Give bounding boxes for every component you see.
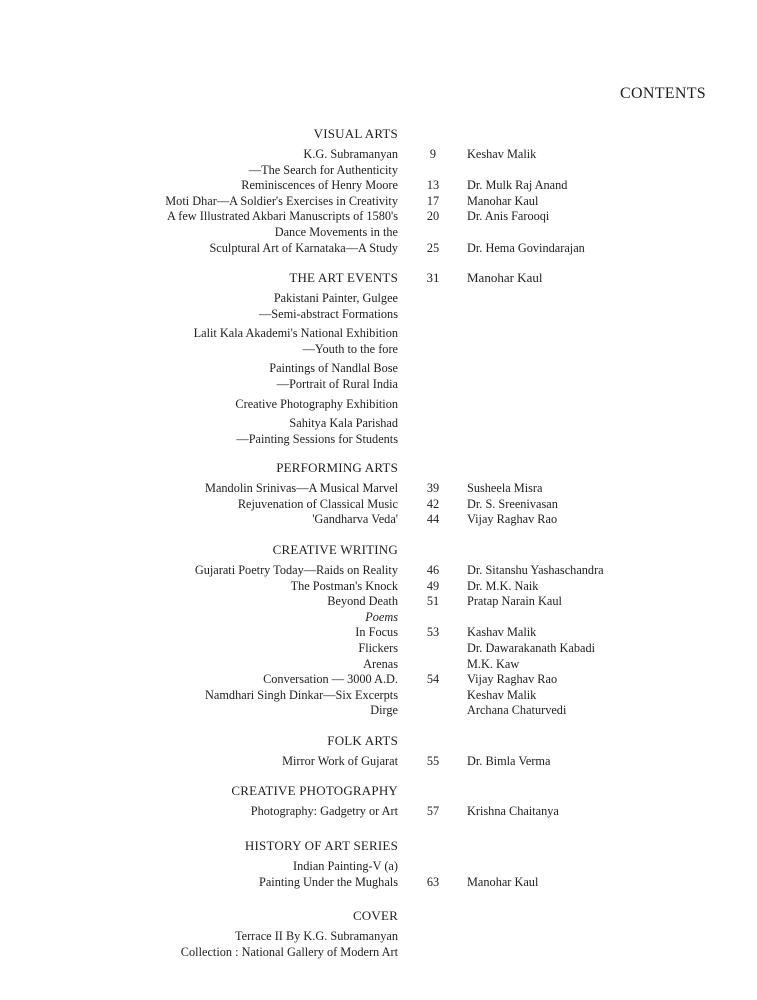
entry-title: In Focus: [355, 625, 398, 640]
page-number: 20: [426, 209, 440, 224]
entry-title: —Youth to the fore: [302, 341, 398, 356]
entry-title: Gujarati Poetry Today—Raids on Reality: [194, 563, 398, 577]
entry-title: Flickers: [358, 641, 398, 655]
entry-title: 'Gandharva Veda': [312, 512, 398, 527]
page-number: 44: [426, 512, 440, 527]
toc-entry-row: [0, 396, 757, 412]
toc-entry-row: [0, 687, 757, 703]
page-number: 51: [426, 594, 440, 609]
author-name: Dr. Bimla Verma: [467, 754, 551, 768]
author-name: Keshav Malik: [467, 687, 537, 702]
author-name: Dr. M.K. Naik: [467, 578, 539, 593]
author-name: Kashav Malik: [467, 625, 537, 640]
section-heading: PERFORMING ARTS: [276, 460, 398, 475]
page-number: 42: [426, 496, 440, 511]
toc-entry-row: [0, 702, 757, 718]
section-heading-row: [0, 460, 757, 476]
entry-title: K.G. Subramanyan: [303, 147, 398, 161]
page-number: 17: [426, 193, 440, 208]
author-name: Dr. Anis Farooqi: [467, 209, 550, 224]
author-name: Manohar Kaul: [467, 874, 539, 889]
toc-entry-row: [0, 593, 757, 609]
entry-title: Mandolin Srinivas—A Musical Marvel: [205, 481, 398, 495]
entry-title: Dirge: [370, 703, 398, 718]
author-name: Vijay Raghav Rao: [467, 512, 558, 527]
section-heading: CREATIVE WRITING: [272, 542, 398, 557]
page-number: 39: [426, 481, 440, 495]
entry-title: Rejuvenation of Classical Music: [237, 496, 398, 511]
entry-title: Moti Dhar—A Soldier's Exercises in Creativity: [165, 193, 398, 208]
toc-entry-row: [0, 240, 757, 256]
toc-entry-row: [0, 753, 757, 769]
toc-entry-row: [0, 578, 757, 594]
toc-entry-row: [0, 415, 757, 431]
toc-entry-row: [0, 511, 757, 527]
entry-title: Sahitya Kala Parishad: [289, 416, 398, 431]
section-heading: THE ART EVENTS: [289, 270, 398, 285]
toc-entry-row: [0, 656, 757, 672]
section-heading-row: [0, 126, 757, 142]
toc-entry-row: [0, 224, 757, 240]
section-heading: COVER: [352, 908, 398, 923]
toc-entry-row: [0, 193, 757, 209]
toc-entry-row: [0, 376, 757, 392]
toc-entry-row: [0, 562, 757, 578]
toc-entry-row: [0, 609, 757, 625]
section-heading: FOLK ARTS: [327, 733, 398, 748]
entry-title: Poems: [365, 609, 398, 624]
toc-entry-row: [0, 944, 757, 960]
toc-entry-row: [0, 671, 757, 687]
page-number: 63: [426, 874, 440, 889]
toc-entry-row: [0, 306, 757, 322]
entry-title: A few Illustrated Akbari Manuscripts of 1580's: [166, 209, 398, 224]
author-name: Manohar Kaul: [467, 270, 543, 285]
toc-entry-row: [0, 341, 757, 357]
entry-title: —Semi-abstract Formations: [258, 306, 398, 321]
section-heading: VISUAL ARTS: [313, 126, 398, 141]
toc-entry-row: [0, 803, 757, 819]
author-name: M.K. Kaw: [467, 656, 520, 671]
toc-entry-row: [0, 431, 757, 447]
entry-title: The Postman's Knock: [290, 578, 398, 593]
toc-entry-row: [0, 162, 757, 178]
toc-entry-row: [0, 858, 757, 874]
entry-title: Indian Painting-V (a): [293, 859, 398, 873]
entry-title: Paintings of Nandlal Bose: [269, 361, 398, 376]
toc-entry-row: [0, 928, 757, 944]
toc-entry-row: [0, 208, 757, 224]
author-name: Dr. Mulk Raj Anand: [467, 178, 568, 193]
page-number: 57: [426, 804, 440, 818]
page-number: 46: [426, 563, 440, 577]
toc-entry-row: [0, 496, 757, 512]
author-name: Susheela Misra: [467, 481, 543, 495]
toc-entry-row: [0, 325, 757, 341]
page-number: 25: [426, 240, 440, 255]
entry-title: Creative Photography Exhibition: [235, 396, 398, 411]
section-heading-row: [0, 838, 757, 854]
entry-title: Lalit Kala Akademi's National Exhibition: [193, 326, 398, 341]
entry-title: Sculptural Art of Karnataka—A Study: [209, 240, 398, 255]
entry-title: Pakistani Painter, Gulgee: [273, 291, 398, 305]
toc-entry-row: [0, 360, 757, 376]
entry-title: Arenas: [363, 656, 398, 671]
author-name: Dr. Hema Govindarajan: [467, 240, 585, 255]
page-number: 53: [426, 625, 440, 640]
section-heading-row: [0, 733, 757, 749]
page-number: 54: [426, 672, 440, 687]
section-heading-row: [0, 270, 757, 286]
author-name: Dr. S. Sreenivasan: [467, 496, 558, 511]
page-number: 13: [426, 178, 440, 193]
entry-title: —Painting Sessions for Students: [236, 431, 398, 446]
toc-entry-row: [0, 177, 757, 193]
entry-title: Terrace II By K.G. Subramanyan: [234, 929, 398, 943]
entry-title: Reminiscences of Henry Moore: [241, 178, 398, 193]
section-heading-row: [0, 783, 757, 799]
entry-title: Namdhari Singh Dinkar—Six Excerpts: [205, 687, 398, 702]
page-number: 31: [426, 270, 440, 285]
entry-title: Dance Movements in the: [274, 225, 398, 239]
author-name: Vijay Raghav Rao: [467, 672, 558, 687]
entry-title: Conversation — 3000 A.D.: [263, 672, 398, 687]
page-number: 9: [429, 147, 437, 161]
entry-title: —Portrait of Rural India: [276, 377, 398, 391]
author-name: Dr. Sitanshu Yashaschandra: [467, 563, 604, 577]
entry-title: Painting Under the Mughals: [258, 874, 398, 889]
section-heading: CREATIVE PHOTOGRAPHY: [231, 783, 398, 798]
toc-entry-row: [0, 640, 757, 656]
page-number: 49: [426, 578, 440, 593]
page-title: CONTENTS: [620, 85, 706, 102]
entry-title: Mirror Work of Gujarat: [282, 754, 398, 768]
author-name: Pratap Narain Kaul: [467, 594, 562, 609]
entry-title: Beyond Death: [327, 594, 398, 609]
toc-entry-row: [0, 480, 757, 496]
section-heading-row: [0, 908, 757, 924]
toc-entry-row: [0, 290, 757, 306]
section-heading: HISTORY OF ART SERIES: [244, 838, 398, 853]
author-name: Dr. Dawarakanath Kabadi: [467, 641, 596, 655]
author-name: Krishna Chaitanya: [467, 804, 559, 818]
toc-entry-row: [0, 146, 757, 162]
toc-entry-row: [0, 874, 757, 890]
entry-title: Photography: Gadgetry or Art: [250, 804, 398, 818]
author-name: Manohar Kaul: [467, 193, 539, 208]
author-name: Keshav Malik: [467, 147, 537, 161]
page-number: 55: [426, 754, 440, 768]
section-heading-row: [0, 542, 757, 558]
toc-entry-row: [0, 624, 757, 640]
author-name: Archana Chaturvedi: [467, 703, 567, 718]
entry-title: —The Search for Authenticity: [248, 162, 398, 177]
entry-title: Collection : National Gallery of Modern Art: [180, 944, 398, 959]
